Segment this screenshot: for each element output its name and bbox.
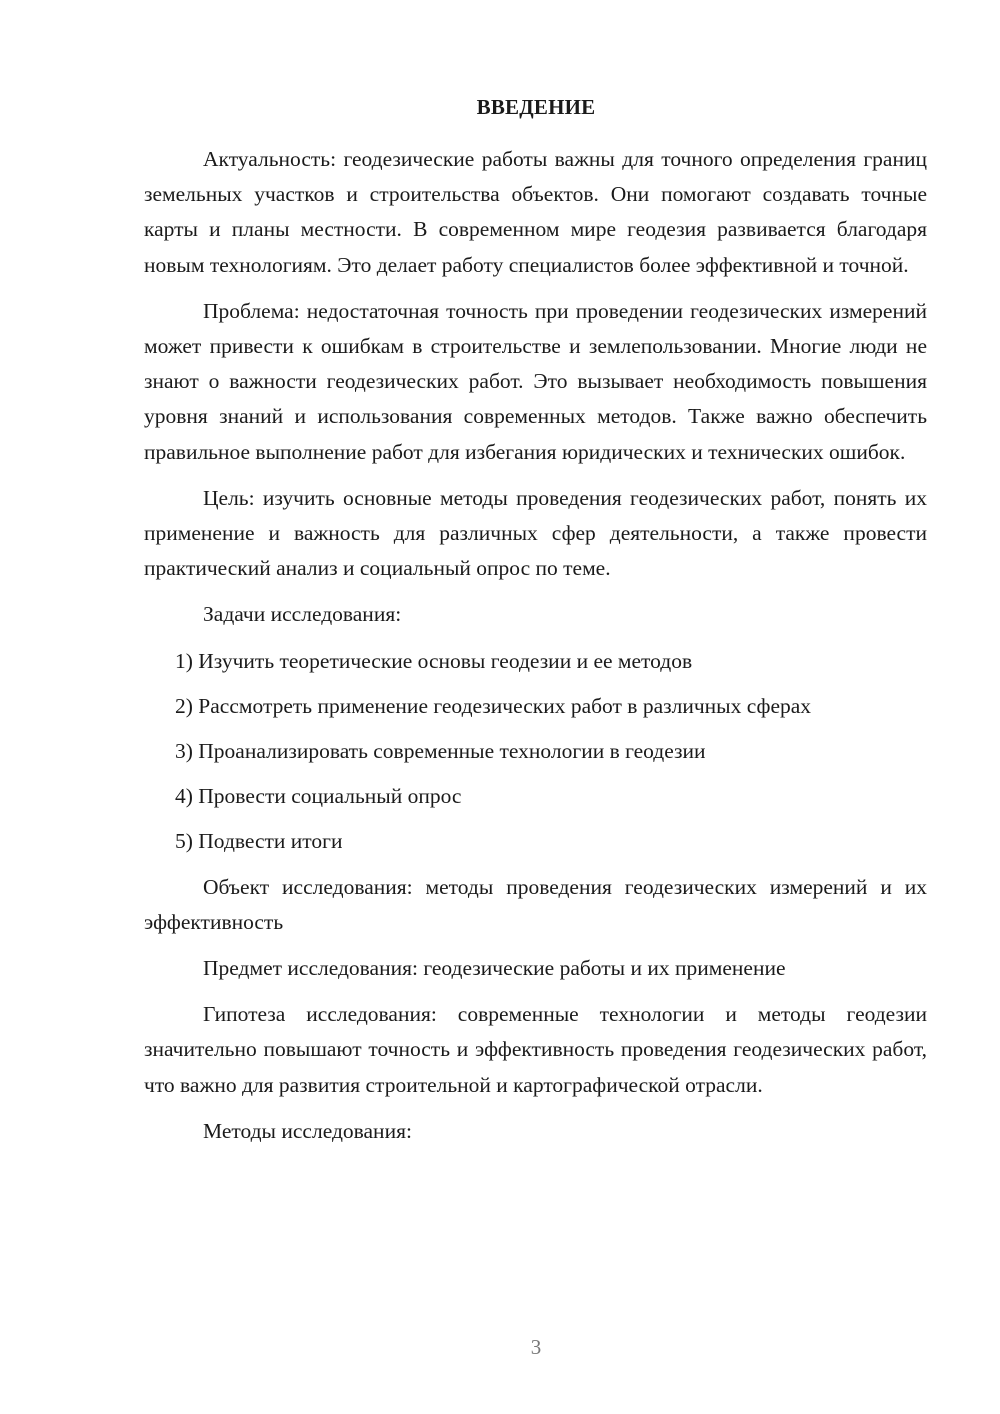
list-item: 4) Провести социальный опрос: [175, 784, 462, 809]
page-number: 3: [530, 1335, 542, 1359]
tasks-list: [144, 644, 927, 860]
paragraph-subject: Предмет исследования: геодезические работы и их применение: [203, 956, 786, 981]
paragraph-relevance: Актуальность: геодезические работы важны для точного определения границ земельных участков и строительства объектов. Они помогают создавать точные карты и планы местности. В современном мире геодезия развивается благодаря новым технологиям. Это делает работу специалистов более эффективной и точной.: [144, 147, 927, 277]
paragraph-methods: Методы исследования:: [203, 1118, 412, 1143]
document-body: [144, 142, 927, 1160]
paragraph-object: Объект исследования: методы проведения геодезических измерений и их эффективность: [144, 874, 927, 934]
paragraph-hypothesis: Гипотеза исследования: современные технологии и методы геодезии значительно повышают точность и эффективность проведения геодезических работ, что важно для развития строительной и картографической отрасли.: [144, 1002, 927, 1097]
list-item: 3) Проанализировать современные технологии в геодезии: [175, 739, 706, 764]
paragraph-tasks-heading: Задачи исследования:: [203, 602, 402, 627]
list-item: 5) Подвести итоги: [175, 829, 343, 854]
list-item: 1) Изучить теоретические основы геодезии и ее методов: [175, 648, 693, 673]
list-item: 2) Рассмотреть применение геодезических работ в различных сферах: [175, 693, 812, 718]
page-title: ВВЕДЕНИЕ: [476, 95, 596, 119]
paragraph-problem: Проблема: недостаточная точность при проведении геодезических измерений может привести к ошибкам в строительстве и землепользовании. Многие люди не знают о важности геодезических работ. Это вызывает необходимость повышения уровня знаний и использования современных методов. Также важно обеспечить правильное выполнение работ для избегания юридических и технических ошибок.: [144, 298, 927, 464]
paragraph-goal: Цель: изучить основные методы проведения геодезических работ, понять их применение и важность для различных сфер деятельности, а также провести практический анализ и социальный опрос по теме.: [144, 485, 927, 581]
